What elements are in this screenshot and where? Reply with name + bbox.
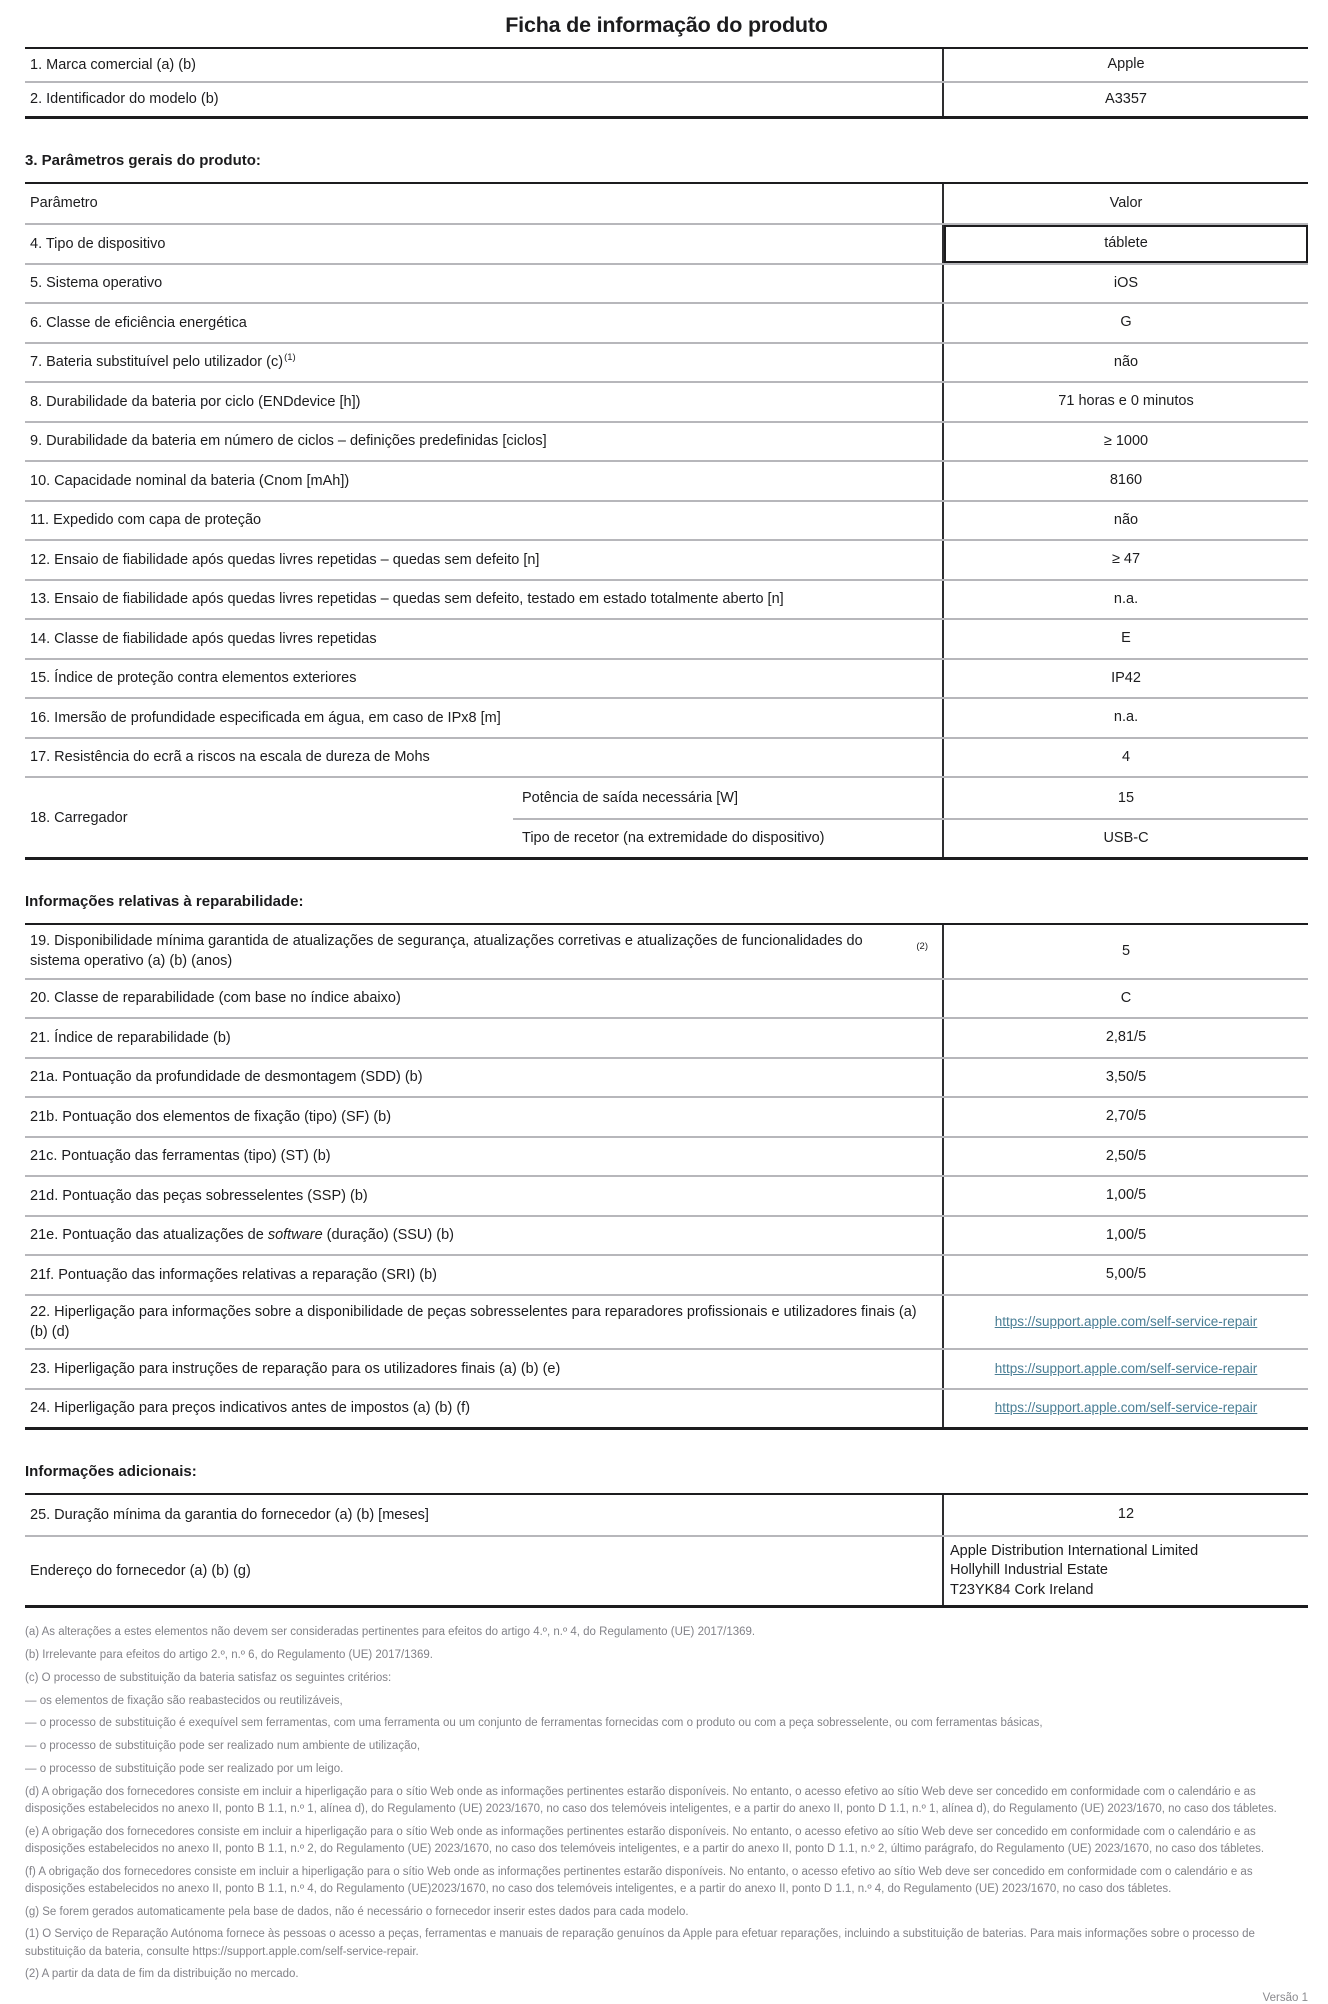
table-header-row: [25, 184, 1308, 224]
row-label: [25, 541, 942, 579]
footnote-ref: (2): [916, 940, 928, 952]
footnote: (f) A obrigação dos fornecedores consiste em incluir a hiperligação para o sítio Web onde as informações pertinentes estarão disponíveis. No entanto, o acesso efetivo ao sítio Web deve ser concedido em conformidade com o calendário e as disposições estabelecidos no anexo II, ponto B 1.1, n.º 4, do Regulamento (UE)2023/1670, no caso dos telemóveis inteligentes, e a partir do anexo II, ponto D 1.1, n.º 4, do Regulamento (UE) 2023/1670, no caso dos tábletes.: [25, 1865, 1253, 1895]
row-label: [25, 925, 942, 978]
table-row: [25, 81, 1308, 115]
charger-row: [25, 776, 1308, 857]
row-value: 4: [942, 739, 1308, 777]
table-row: [25, 539, 1308, 579]
row-label-text: 21f. Pontuação das informações relativas a reparação (SRI) (b): [30, 1266, 438, 1283]
row-label: [25, 1177, 942, 1215]
row-label-italic: software: [267, 1227, 323, 1244]
row-label-text: 12. Ensaio de fiabilidade após quedas livres repetidas – quedas sem defeito [n]: [30, 551, 540, 568]
charger-sub-value: USB-C: [942, 820, 1308, 858]
table-row: [25, 978, 1308, 1018]
version-label: Versão 1: [1262, 1991, 1308, 2004]
footnote: (g) Se forem gerados automaticamente pela base de dados, não é necessário o fornecedor inserir estes dados para cada modelo.: [25, 1905, 689, 1918]
row-label: [25, 304, 942, 342]
row-value: táblete: [942, 225, 1308, 263]
row-label-text: 19. Disponibilidade mínima garantida de atualizações de segurança, atualizações corretivas e atualizações de funcionalidades do sistema operativo (a) (b) (anos): [30, 933, 863, 970]
row-label-text: 16. Imersão de profundidade especificada em água, em caso de IPx8 [m]: [30, 709, 501, 726]
row-label-text: 21a. Pontuação da profundidade de desmontagem (SDD) (b): [30, 1069, 423, 1086]
row-label-text: 21e. Pontuação das atualizações de software (duração) (SSU) (b): [30, 1227, 454, 1244]
row-label-text: 8. Durabilidade da bateria por ciclo (ENDdevice [h]): [30, 393, 361, 410]
footnote: — o processo de substituição pode ser realizado por um leigo.: [25, 1762, 344, 1775]
charger-subrow: [513, 818, 1308, 858]
row-label-text: 13. Ensaio de fiabilidade após quedas livres repetidas – quedas sem defeito, testado em estado totalmente aberto [n]: [30, 591, 784, 608]
section-heading-additional: Informações adicionais:: [25, 1463, 197, 1481]
table-row: [25, 658, 1308, 698]
row-value: 12: [942, 1495, 1308, 1535]
charger-sub-value: 15: [942, 778, 1308, 818]
table-row: [25, 49, 1308, 81]
table-row: [25, 500, 1308, 540]
table-row: [25, 737, 1308, 777]
additional-info-table: [25, 1493, 1308, 1608]
row-label: [25, 1350, 942, 1388]
product-fiche: [25, 0, 1308, 2004]
footnote: — o processo de substituição pode ser realizado num ambiente de utilização,: [25, 1740, 421, 1753]
row-label: [25, 1390, 942, 1428]
row-value: [942, 1296, 1308, 1349]
repair-link[interactable]: https://support.apple.com/self-service-repair: [994, 1400, 1258, 1416]
row-label-text: 10. Capacidade nominal da bateria (Cnom [mAh]): [30, 472, 350, 489]
row-value: [942, 1537, 1308, 1606]
row-value: não: [942, 502, 1308, 540]
row-label: [25, 383, 942, 421]
row-value: [942, 1350, 1308, 1388]
row-label-text: 21b. Pontuação dos elementos de fixação (tipo) (SF) (b): [30, 1108, 392, 1125]
row-label-text: 5. Sistema operativo: [30, 275, 163, 292]
footnote: (2) A partir da data de fim da distribuição no mercado.: [25, 1968, 299, 1981]
footnote: (c) O processo de substituição da bateria satisfaz os seguintes critérios:: [25, 1671, 392, 1684]
general-parameters-table: [25, 182, 1308, 861]
section-heading-general: 3. Parâmetros gerais do produto:: [25, 151, 261, 169]
repairability-table: [25, 923, 1308, 1430]
table-row: [25, 1495, 1308, 1535]
row-value: 2,70/5: [942, 1098, 1308, 1136]
row-label: [25, 1098, 942, 1136]
row-label-text: 21c. Pontuação das ferramentas (tipo) (ST) (b): [30, 1148, 331, 1165]
table-row: [25, 925, 1308, 978]
row-value: E: [942, 620, 1308, 658]
charger-subrows: [513, 778, 1308, 857]
row-value: 2,50/5: [942, 1138, 1308, 1176]
row-label-text: 14. Classe de fiabilidade após quedas livres repetidas: [30, 630, 377, 647]
table-row: [25, 1294, 1308, 1349]
repair-link[interactable]: https://support.apple.com/self-service-repair: [994, 1313, 1258, 1329]
table-row: [25, 697, 1308, 737]
row-label-text: 6. Classe de eficiência energética: [30, 314, 247, 331]
row-label-text: 24. Hiperligação para preços indicativos antes de impostos (a) (b) (f): [30, 1400, 471, 1417]
row-label: [25, 1537, 942, 1606]
row-label-text: 9. Durabilidade da bateria em número de ciclos – definições predefinidas [ciclos]: [30, 433, 547, 450]
row-value: n.a.: [942, 581, 1308, 619]
table-row: [25, 421, 1308, 461]
table-row: [25, 579, 1308, 619]
row-value: G: [942, 304, 1308, 342]
row-label-text: 4. Tipo de dispositivo: [30, 235, 166, 252]
table-row: [25, 1096, 1308, 1136]
row-label: [25, 225, 942, 263]
address-line: Hollyhill Industrial Estate: [950, 1562, 1108, 1579]
table-row: [25, 460, 1308, 500]
row-label-text: 21d. Pontuação das peças sobresselentes (SSP) (b): [30, 1187, 368, 1204]
table-row: [25, 342, 1308, 382]
charger-sub-label: Potência de saída necessária [W]: [522, 789, 739, 806]
row-label: [25, 502, 942, 540]
table-row: [25, 1254, 1308, 1294]
charger-label: 18. Carregador: [30, 809, 128, 826]
row-value: ≥ 1000: [942, 423, 1308, 461]
table-row: [25, 618, 1308, 658]
row-label: [25, 462, 942, 500]
row-label: [25, 1059, 942, 1097]
row-value: 5: [942, 925, 1308, 978]
row-value: Apple: [942, 49, 1308, 81]
row-value: 5,00/5: [942, 1256, 1308, 1294]
row-value: 1,00/5: [942, 1177, 1308, 1215]
footnote: (d) A obrigação dos fornecedores consiste em incluir a hiperligação para o sítio Web onde as informações pertinentes estarão disponíveis. No entanto, o acesso efetivo ao sítio Web deve ser concedido em conformidade com o calendário e as disposições estabelecidos no anexo II, ponto B 1.1, n.º 1, alínea d), do Regulamento (UE) 2023/1670, no caso dos telemóveis inteligentes, e a partir do anexo II, ponto D 1.1, n.º 1, alínea d), do Regulamento (UE) 2023/1670, no caso dos tábletes.: [25, 1785, 1277, 1815]
identification-table: [25, 47, 1308, 119]
table-row: [25, 381, 1308, 421]
footnote: (b) Irrelevante para efeitos do artigo 2.º, n.º 6, do Regulamento (UE) 2017/1369.: [25, 1649, 433, 1662]
row-label: [25, 1296, 942, 1349]
row-label-text: 11. Expedido com capa de proteção: [30, 512, 262, 529]
table-row: [25, 1215, 1308, 1255]
row-label: [25, 980, 942, 1018]
footnote: (a) As alterações a estes elementos não devem ser consideradas pertinentes para efeitos do artigo 4.º, n.º 4, do Regulamento (UE) 2017/1369.: [25, 1626, 756, 1639]
row-label: [25, 699, 942, 737]
row-label: [25, 83, 942, 115]
row-label: [25, 620, 942, 658]
row-label: [25, 423, 942, 461]
row-value: ≥ 47: [942, 541, 1308, 579]
section-heading-repairability: Informações relativas à reparabilidade:: [25, 893, 304, 911]
row-label-text: 15. Índice de proteção contra elementos exteriores: [30, 670, 357, 687]
row-label-text: 21. Índice de reparabilidade (b): [30, 1029, 231, 1046]
footnote: (e) A obrigação dos fornecedores consiste em incluir a hiperligação para o sítio Web onde as informações pertinentes estarão disponíveis. No entanto, o acesso efetivo ao sítio Web deve ser concedido em conformidade com o calendário e as disposições estabelecidos no anexo II, ponto B 1.1, n.º 2, do Regulamento (UE) 2023/1670, no caso dos telemóveis inteligentes, e a partir do anexo II, ponto D 1.1, n.º 2, último parágrafo, do Regulamento (UE) 2023/1670, no caso dos tábletes.: [25, 1825, 1265, 1855]
footnote: (1) O Serviço de Reparação Autónoma fornece às pessoas o acesso a peças, ferramentas e manuais de reparação genuínos da Apple para efetuar reparações, incluindo a substituição de baterias. Para mais informações sobre o processo de substituição da bateria, consulte https://support.apple.com/self-service-repair.: [25, 1928, 1255, 1958]
column-header-value: Valor: [942, 184, 1308, 224]
row-value: [942, 1390, 1308, 1428]
table-row: [25, 1175, 1308, 1215]
row-label-text: 7. Bateria substituível pelo utilizador (c): [30, 354, 284, 371]
table-row: [25, 1017, 1308, 1057]
row-label: [25, 1217, 942, 1255]
row-value: 71 horas e 0 minutos: [942, 383, 1308, 421]
address-line: T23YK84 Cork Ireland: [950, 1581, 1094, 1598]
table-row: [25, 1348, 1308, 1388]
row-value: 2,81/5: [942, 1019, 1308, 1057]
row-label: [25, 1019, 942, 1057]
footnote: — o processo de substituição é exequível sem ferramentas, com uma ferramenta ou um conjunto de ferramentas fornecidas com o produto ou com a peça sobresselente, ou com ferramentas básicas,: [25, 1717, 1043, 1730]
footnote: — os elementos de fixação são reabastecidos ou reutilizáveis,: [25, 1694, 343, 1707]
charger-subrow: [513, 778, 1308, 818]
row-label-text: 2. Identificador do modelo (b): [30, 91, 219, 108]
row-value: 1,00/5: [942, 1217, 1308, 1255]
row-label: [25, 1138, 942, 1176]
row-value: não: [942, 344, 1308, 382]
table-row: [25, 1057, 1308, 1097]
row-value: 8160: [942, 462, 1308, 500]
row-label: [25, 660, 942, 698]
column-header-param: Parâmetro: [30, 195, 98, 212]
row-value: IP42: [942, 660, 1308, 698]
row-value: A3357: [942, 83, 1308, 115]
footnote-ref: (1): [284, 351, 296, 363]
row-label: [25, 581, 942, 619]
row-value: iOS: [942, 265, 1308, 303]
repair-link[interactable]: https://support.apple.com/self-service-repair: [994, 1360, 1258, 1376]
row-value: n.a.: [942, 699, 1308, 737]
row-value: C: [942, 980, 1308, 1018]
footnotes: [25, 1624, 1308, 1983]
address-line: Apple Distribution International Limited: [950, 1542, 1199, 1559]
table-row: [25, 302, 1308, 342]
row-label-text: 20. Classe de reparabilidade (com base no índice abaixo): [30, 990, 401, 1007]
table-row: [25, 263, 1308, 303]
row-label: [25, 1256, 942, 1294]
table-row: [25, 1136, 1308, 1176]
row-label: [25, 265, 942, 303]
row-label: [25, 49, 942, 81]
charger-sub-label: Tipo de recetor (na extremidade do dispositivo): [522, 830, 825, 847]
row-label-text: 17. Resistência do ecrã a riscos na escala de dureza de Mohs: [30, 749, 430, 766]
row-label-text: 22. Hiperligação para informações sobre a disponibilidade de peças sobresselentes para reparadores profissionais e utilizadores finais (a) (b) (d): [30, 1303, 917, 1340]
table-row: [25, 1535, 1308, 1606]
row-label-text: 25. Duração mínima da garantia do fornecedor (a) (b) [meses]: [30, 1506, 429, 1523]
page-title: Ficha de informação do produto: [505, 13, 828, 37]
row-label-text: 23. Hiperligação para instruções de reparação para os utilizadores finais (a) (b) (e): [30, 1360, 561, 1377]
row-label-text: Endereço do fornecedor (a) (b) (g): [30, 1562, 251, 1579]
row-label-text: 1. Marca comercial (a) (b): [30, 57, 196, 73]
row-label: [25, 1495, 942, 1535]
row-label: [25, 739, 942, 777]
table-row: [25, 223, 1308, 263]
table-row: [25, 1388, 1308, 1428]
row-label: [25, 344, 942, 382]
row-value: 3,50/5: [942, 1059, 1308, 1097]
